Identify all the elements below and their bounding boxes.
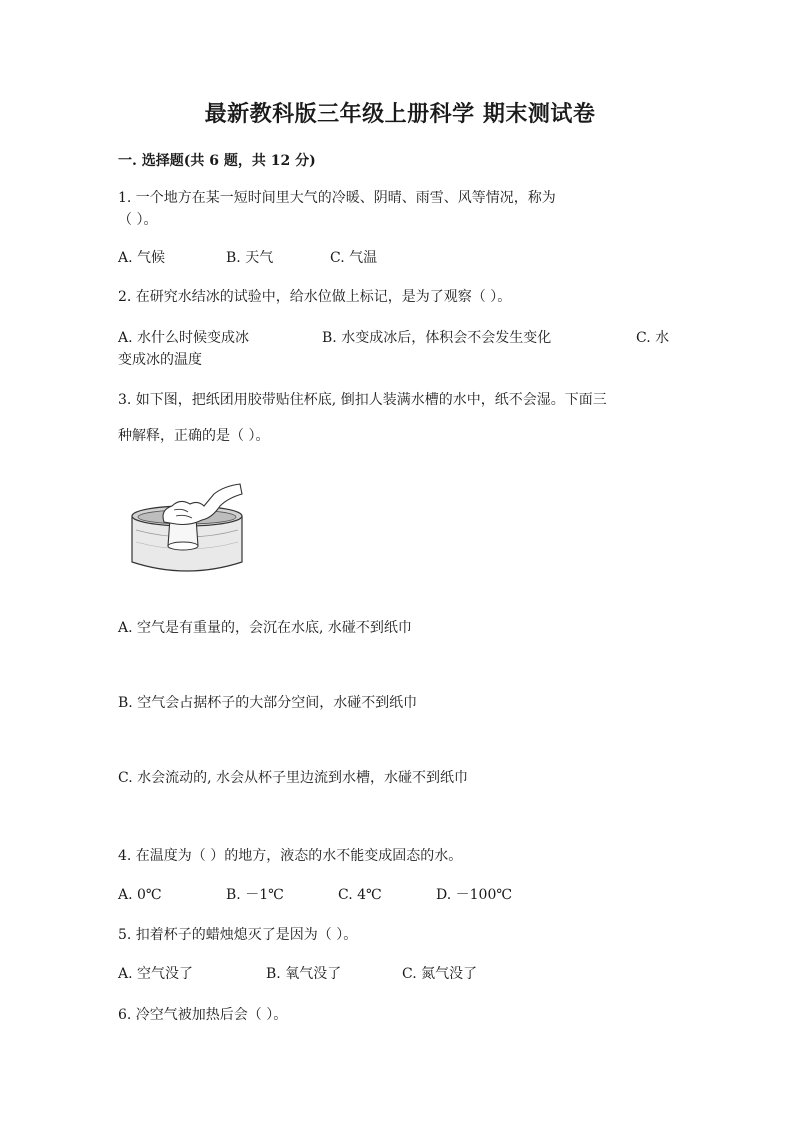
water-tank-figure xyxy=(128,480,246,578)
question-4-text: 4. 在温度为（ ）的地方，液态的水不能变成固态的水。 xyxy=(118,848,463,864)
question-5-option-a: A. 空气没了 xyxy=(118,966,194,982)
question-4-option-b: B. －1℃ xyxy=(226,887,284,903)
question-6-text: 6. 冷空气被加热后会（ ）。 xyxy=(118,1007,288,1023)
question-5-option-b: B. 氧气没了 xyxy=(266,966,342,982)
question-2-option-c: C. 水 xyxy=(636,330,670,346)
question-1-option-b: B. 天气 xyxy=(226,250,274,266)
question-4-option-c: C. 4℃ xyxy=(338,887,382,903)
question-4-option-d: D. －100℃ xyxy=(436,887,513,903)
question-3-option-b: B. 空气会占据杯子的大部分空间，水碰不到纸巾 xyxy=(118,695,418,711)
question-2-text: 2. 在研究水结冰的试验中，给水位做上标记，是为了观察（ ）。 xyxy=(118,289,512,305)
page-title: 最新教科版三年级上册科学 期末测试卷 xyxy=(204,101,596,127)
question-4-option-a: A. 0℃ xyxy=(118,887,162,903)
question-1-text: 1. 一个地方在某一短时间里大气的冷暖、阴晴、雨雪、风等情况，称为 xyxy=(118,190,556,206)
question-3-text: 3. 如下图，把纸团用胶带贴住杯底, 倒扣人装满水槽的水中，纸不会湿。下面三 xyxy=(118,392,607,408)
question-2-option-a: A. 水什么时候变成冰 xyxy=(118,330,250,346)
question-2-option-c-cont: 变成冰的温度 xyxy=(118,352,202,368)
question-2-option-b: B. 水变成冰后，体积会不会发生变化 xyxy=(322,330,552,346)
question-3-option-c: C. 水会流动的, 水会从杯子里边流到水槽，水碰不到纸巾 xyxy=(118,770,469,786)
question-3-option-a: A. 空气是有重量的，会沉在水底, 水碰不到纸巾 xyxy=(118,620,412,636)
question-1-text-cont: （ ）。 xyxy=(118,212,158,228)
question-1-option-a: A. 气候 xyxy=(118,250,166,266)
question-5-option-c: C. 氮气没了 xyxy=(402,966,478,982)
question-1-option-c: C. 气温 xyxy=(330,250,378,266)
question-5-text: 5. 扣着杯子的蜡烛熄灭了是因为（ ）。 xyxy=(118,927,358,943)
question-3-text-cont: 种解释，正确的是（ ）。 xyxy=(118,428,270,444)
cup-rim xyxy=(168,542,198,550)
section-header: 一. 选择题(共 6 题，共 12 分) xyxy=(118,153,316,169)
